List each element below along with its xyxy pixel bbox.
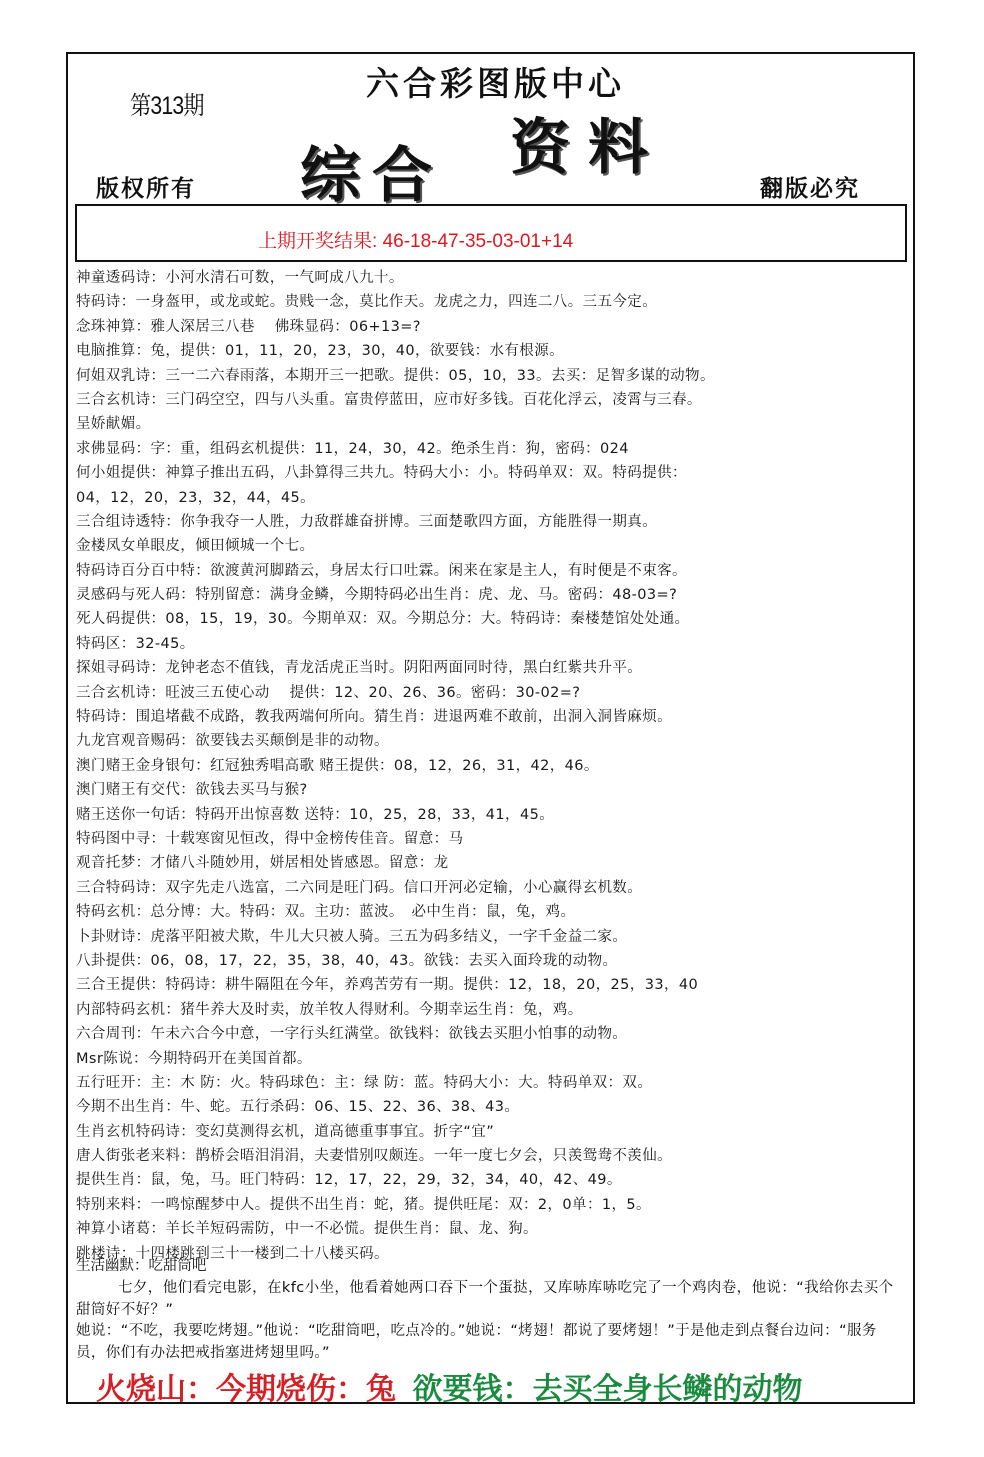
content-lines [76, 266, 911, 1266]
content-line: 特码玄机：总分博：大。特码：双。主功：蓝波。 必中生肖：鼠，兔，鸡。 [76, 904, 576, 921]
content-line: 澳门赌王有交代：欲钱去买马与猴? [76, 782, 308, 799]
content-line: 特别来料：一鸣惊醒梦中人。提供不出生肖：蛇，猪。提供旺尾：双：2，0单：1，5。 [76, 1196, 651, 1213]
story-title: 生活幽默：吃甜筒吧 [76, 1258, 207, 1274]
big-title-part2: 资料 [510, 113, 666, 183]
content-line: 赌王送你一句话：特码开出惊喜数 送特：10，25，28，33，41，45。 [76, 806, 555, 823]
content-line: 何小姐提供：神算子推出五码，八卦算得三共九。特码大小：小。特码单双：双。特码提供： [76, 465, 687, 482]
story-paragraph: 她说：“不吃，我要吃烤翅。”他说：“吃甜筒吧，吃点冷的。”她说：“烤翅！都说了要烤翅！”于是他走到点餐台边问：“服务员，你们有办法把戒指塞进烤翅里吗。” [76, 1323, 877, 1361]
content-line: 特码诗：一身盔甲，或龙或蛇。贵贱一念，莫比作天。龙虎之力，四连二八。三五今定。 [76, 294, 658, 311]
content-line: 念珠神算：雅人深居三八巷 佛珠显码：06+13=? [76, 318, 421, 335]
content-line: 特码诗：围追堵截不成路，教我两端何所向。猜生肖：进退两难不敢前，出洞入洞皆麻烦。 [76, 709, 672, 726]
footer-red-text: 火烧山：今期烧伤：兔 [96, 1372, 396, 1407]
content-line: 死人码提供：08，15，19，30。今期单双：双。今期总分：大。特码诗：秦楼楚馆处处通。 [76, 611, 690, 628]
content-line: 卜卦财诗：虎落平阳被犬欺，牛儿大只被人骑。三五为码多结义，一字千金益二家。 [76, 928, 628, 945]
content-line: 内部特码玄机：猪牛养大及时卖，放羊牧人得财利。今期幸运生肖：兔，鸡。 [76, 1001, 583, 1018]
content-line: 求佛显码：字：重，组码玄机提供：11，24，30，42。绝杀生肖：狗，密码：024 [76, 440, 629, 457]
footer-banner [96, 1364, 802, 1408]
content-line: 五行旺开：主：木 防：火。特码球色：主：绿 防：蓝。特码大小：大。特码单双：双。 [76, 1074, 653, 1091]
last-draw-result [258, 226, 573, 253]
content-line: 九龙宫观音赐码：欲要钱去买颠倒是非的动物。 [76, 733, 389, 750]
content-line: 六合周刊：午未六合今中意，一字行头红满堂。欲钱料：欲钱去买胆小怕事的动物。 [76, 1026, 628, 1043]
big-title-part1: 综合 [300, 141, 444, 211]
content-line: Msr陈说：今期特码开在美国首都。 [76, 1050, 312, 1067]
content-line: 神算小诸葛：羊长羊短码需防，中一不必慌。提供生肖：鼠、龙、狗。 [76, 1221, 538, 1238]
content-line: 生肖玄机特码诗：变幻莫测得玄机，道高德重事事宜。折字“宜” [76, 1123, 495, 1140]
content-line: 今期不出生肖：牛、蛇。五行杀码：06、15、22、36、38、43。 [76, 1099, 520, 1116]
content-line: 金楼凤女单眼皮，倾田倾城一个七。 [76, 538, 315, 555]
content-line: 八卦提供：06，08，17，22，35，38，40，43。欲钱：去买入面玲珑的动物。 [76, 952, 618, 969]
content-line: 三合玄机诗：旺波三五使心动 提供：12、20、26、36。密码：30-02=? [76, 684, 581, 701]
humor-story [76, 1254, 906, 1364]
content-line: 跳楼诗：十四楼跳到三十一楼到二十八楼买码。 [76, 1245, 389, 1262]
content-line: 特码诗百分百中特：欲渡黄河脚踏云，身居太行口吐霖。闲来在家是主人，有时便是不束客。 [76, 562, 687, 579]
content-line: 三合玄机诗：三门码空空，四与八头重。富贵停蓝田，应市好多钱。百花化浮云，凌霄与三春。 [76, 391, 702, 408]
issue-number: 第313期 [130, 92, 204, 120]
content-line: 特码区：32-45。 [76, 635, 195, 652]
content-line: 澳门赌王金身银句：红冠独秀唱高歌 赌王提供：08，12，26，31，42，46。 [76, 757, 599, 774]
content-line: 灵感码与死人码：特别留意：满身金鳞，今期特码必出生肖：虎、龙、马。密码：48-03=? [76, 587, 678, 604]
copyright-right: 翻版必究 [760, 175, 860, 202]
result-label: 上期开奖结果: [258, 231, 378, 252]
content-line: 观音托梦：才储八斗随妙用，姘居相处皆感恩。留意：龙 [76, 855, 449, 872]
content-line: 何姐双乳诗：三一二六春雨落，本期开三一把歌。提供：05，10，33。去买：足智多谋的动物。 [76, 367, 715, 384]
content-line: 三合组诗透特：你争我夺一人胜，力敌群雄奋拼博。三面楚歌四方面，方能胜得一期真。 [76, 513, 658, 530]
content-line: 呈娇献媚。 [76, 416, 151, 433]
content-line: 探姐寻码诗：龙钟老态不值钱，青龙活虎正当时。阴阳两面同时待，黑白红紫共升平。 [76, 660, 643, 677]
content-line: 三合特码诗：双字先走八选富，二六同是旺门码。信口开河必定输，小心赢得玄机数。 [76, 879, 643, 896]
content-line: 三合王提供：特码诗：耕牛隔阻在今年，养鸡苦劳有一期。提供：12，18，20，25，33，40 [76, 977, 699, 994]
content-line: 唐人街张老来料：鹊桥会晤泪涓涓，夫妻惜别叹颇连。一年一度七夕会，只羡鸳鸯不羡仙。 [76, 1148, 672, 1165]
center-title: 六合彩图版中心 [366, 64, 625, 103]
story-paragraph: 七夕，他们看完电影，在kfc小坐，他看着她两口吞下一个蛋挞，又库哧库哧吃完了一个鸡肉卷，他说：“我给你去买个甜筒好不好？” [76, 1280, 894, 1318]
footer-green-text: 欲要钱：去买全身长鳞的动物 [412, 1372, 803, 1407]
content-line: 提供生肖：鼠，兔，马。旺门特码：12，17，22，29，32，34，40，42、49。 [76, 1172, 622, 1189]
copyright-left: 版权所有 [96, 175, 196, 202]
content-line: 电脑推算：兔，提供：01，11，20，23，30，40，欲要钱：水有根源。 [76, 343, 565, 360]
content-line: 特码图中寻：十载寒窗见恒改，得中金榜传佳音。留意：马 [76, 830, 464, 847]
content-line: 04，12，20，23，32，44，45。 [76, 489, 316, 506]
content-line: 神童透码诗：小河水清石可数，一气呵成八九十。 [76, 270, 404, 286]
result-numbers: 46-18-47-35-03-01+14 [382, 231, 574, 252]
